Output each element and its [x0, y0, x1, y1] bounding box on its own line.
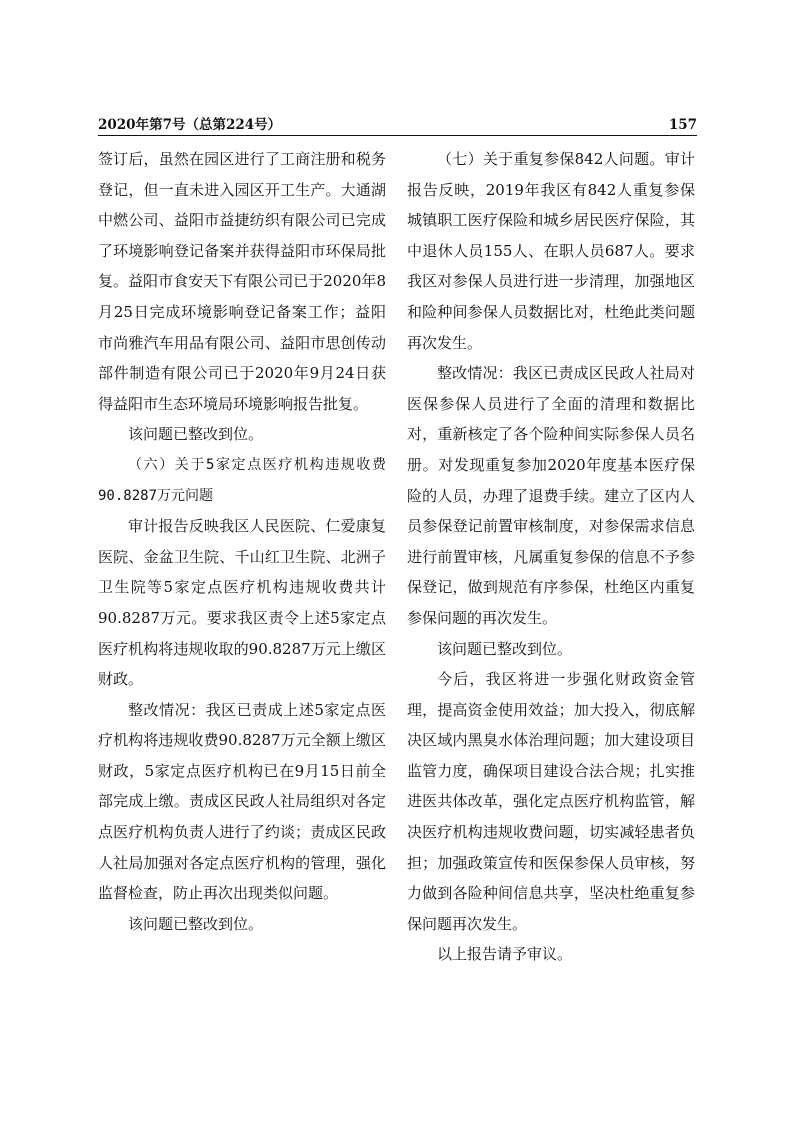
header-rule [98, 135, 697, 136]
page-number: 157 [668, 117, 697, 133]
left-column [98, 144, 386, 939]
paragraph: 整改情况：我区已责成区民政人社局对医保参保人员进行了全面的清理和数据比对，重新核定了各个险种间实际参保人员名册。对发现重复参加2020年度基本医疗保险的人员，办理了退费手续。建立了区内人员参保登记前置审核制度，对参保需求信息进行前置审核，凡属重复参保的信息不予参保登记，做到规范有序参保，杜绝区内重复参保问题的再次发生。 [407, 364, 695, 627]
paragraph: 签订后，虽然在园区进行了工商注册和税务登记，但一直未进入园区开工生产。大通湖中燃公司、益阳市益捷纺织有限公司已完成了环境影响登记备案并获得益阳市环保局批复。益阳市食安天下有限公司已于2020年8月25日完成环境影响登记备案工作；益阳市尚雅汽车用品有限公司、益阳市思创传动部件制造有限公司已于2020年9月24日获得益阳市生态环境局环境影响报告批复。 [98, 150, 386, 413]
issue-label: 2020年第7号（总第224号） [98, 117, 282, 133]
paragraph: 今后，我区将进一步强化财政资金管理，提高资金使用效益；加大投入，彻底解决区域内黑臭水体治理问题；加大建设项目监管力度，确保项目建设合法合规；扎实推进医共体改革，强化定点医疗机构监管，解决医疗机构违规收费问题，切实减轻患者负担；加强政策宣传和医保参保人员审核，努力做到各险种间信息共享，坚决杜绝重复参保问题再次发生。 [407, 670, 695, 933]
paragraph: （七）关于重复参保842人问题。审计报告反映，2019年我区有842人重复参保城镇职工医疗保险和城乡居民医疗保险，其中退休人员155人、在职人员687人。要求我区对参保人员进行进一步清理，加强地区和险种间参保人员数据比对，杜绝此类问题再次发生。 [407, 150, 695, 352]
paragraph: 审计报告反映我区人民医院、仁爱康复医院、金盆卫生院、千山红卫生院、北洲子卫生院等5家定点医疗机构违规收费共计90.8287万元。要求我区责令上述5家定点医疗机构将违规收取的90.8287万元上缴区财政。 [98, 517, 386, 689]
paragraph: 该问题已整改到位。 [437, 639, 573, 658]
paragraph: 整改情况：我区已责成上述5家定点医疗机构将违规收费90.8287万元全额上缴区财政，5家定点医疗机构已在9月15日前全部完成上缴。责成区民政人社局组织对各定点医疗机构负责人进行了约谈；责成区民政人社局加强对各定点医疗机构的管理，强化监督检查，防止再次出现类似问题。 [98, 700, 386, 903]
section-heading: （六）关于5家定点医疗机构违规收费90.8287万元问题 [98, 456, 386, 504]
paragraph: 该问题已整改到位。 [128, 914, 264, 933]
paragraph: 以上报告请予审议。 [437, 945, 573, 964]
right-column [407, 144, 695, 970]
paragraph: 该问题已整改到位。 [128, 425, 264, 444]
running-header [98, 113, 697, 133]
